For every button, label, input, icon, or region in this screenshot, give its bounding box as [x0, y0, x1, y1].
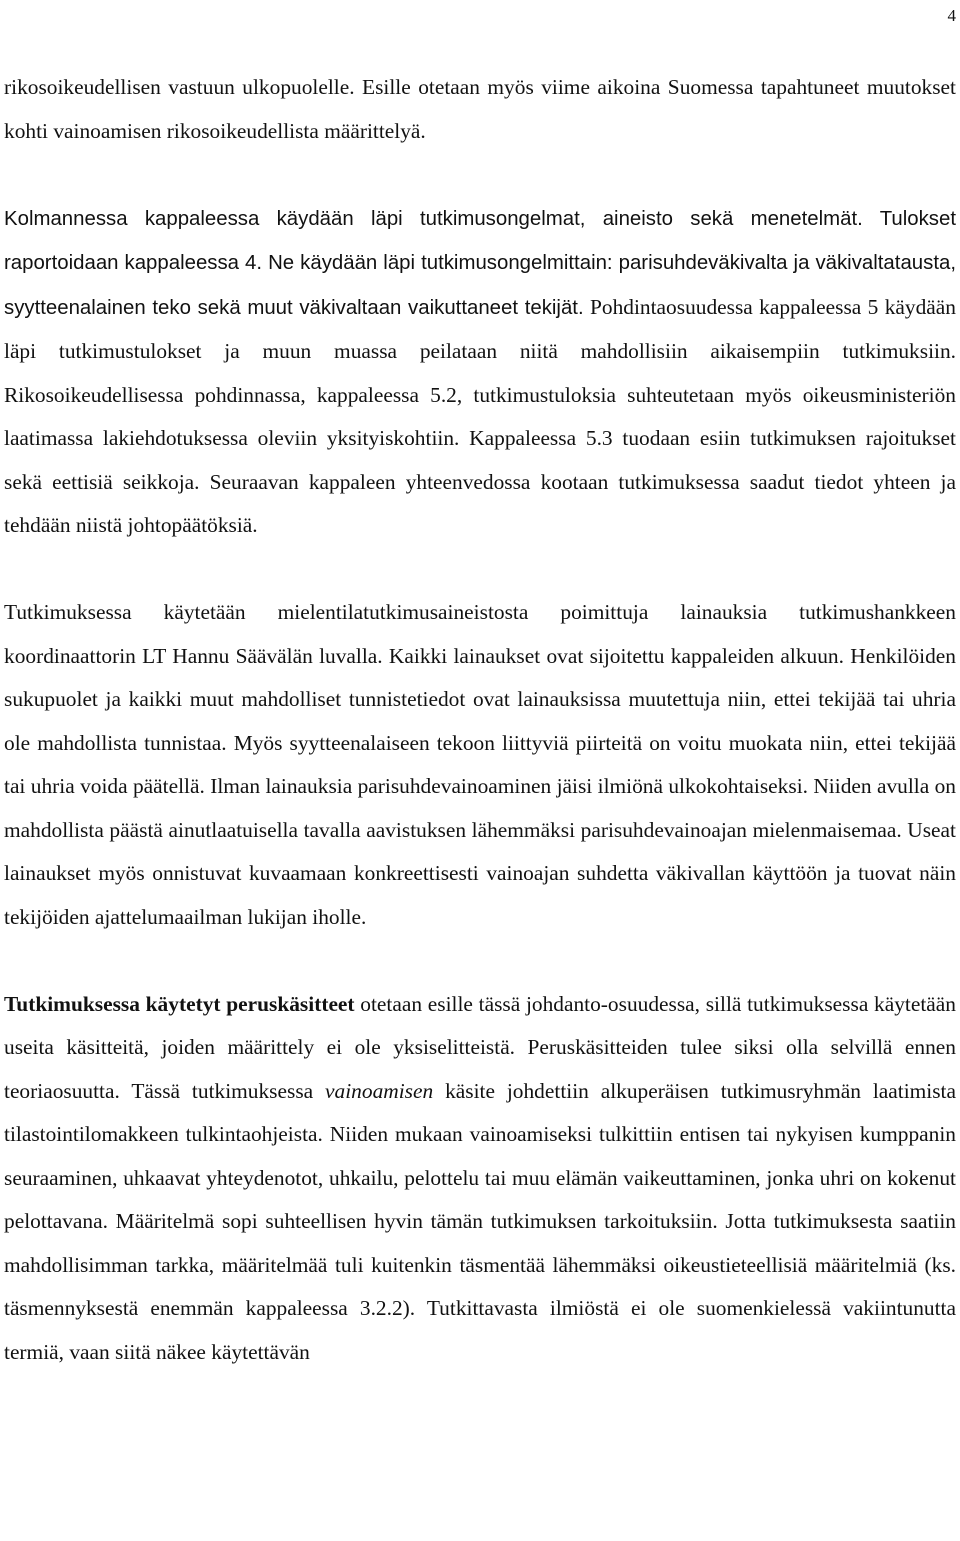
paragraph-text: Tutkimuksessa käytetään mielentilatutkimusaineistosta poimittuja lainauksia tutkimushankkeen koordinaattorin LT Hannu Säävälän luvalla. Kaikki lainaukset ovat sijoitettu kappaleiden alkuun. Henkilöiden sukupuolet ja kaikki muut mahdolliset tunnistetiedot ovat lainauksissa muutettuja niin, ettei tekijää tai uhria ole mahdollista tunnistaa. Myös syytteenalaiseen tekoon liittyviä piirteitä on voitu muokata niin, ettei tekijää tai uhria voida päätellä. Ilman lainauksia parisuhdevainoaminen jäisi ilmiönä ulkokohtaiseksi. Niiden avulla on mahdollista päästä ainutlaatuisella tavalla aavistuksen lähemmäksi parisuhdevainoajan mielenmaisemaa. Useat lainaukset myös onnistuvat kuvaamaan konkreettisesti vainoajan suhdetta väkivallan käyttöön ja tuovat näin tekijöiden ajattelumaailman lukijan iholle.: [4, 600, 956, 929]
paragraph-text-sans: Kolmannessa kappaleessa käydään läpi tutkimusongelmat, aineisto sekä menetelmät. Tulokset raportoidaan kappaleessa 4. Ne käydään läpi tutkimusongelmittain: parisuhdeväkivalta ja väkivaltatausta, syytteenalainen teko sekä muut väkivaltaan vaikuttaneet tekijät.: [4, 207, 956, 319]
paragraph-quotations: [4, 591, 956, 939]
page-body: [4, 66, 956, 1374]
paragraph-text: rikosoikeudellisen vastuun ulkopuolelle. Esille otetaan myös viime aikoina Suomessa tapahtuneet muutokset kohti vainoamisen rikosoikeudellista määrittelyä.: [4, 75, 956, 143]
italic-term: vainoamisen: [325, 1078, 434, 1103]
bold-lead-term: Tutkimuksessa käytetyt peruskäsitteet: [4, 991, 355, 1016]
page-number: 4: [947, 6, 956, 25]
paragraph-structure-overview: [4, 197, 956, 548]
paragraph-text: Pohdintaosuudessa kappaleessa 5 käydään läpi tutkimustulokset ja muun muassa peilataan niitä mahdollisiin aikaisempiin tutkimuksiin. Rikosoikeudellisessa pohdinnassa, kappaleessa 5.2, tutkimustuloksia suhteutetaan myös oikeusministeriön laatimassa lakiehdotuksessa oleviin yksityiskohtiin. Kappaleessa 5.3 tuodaan esiin tutkimuksen rajoitukset sekä eettisiä seikkoja. Seuraavan kappaleen yhteenvedossa kootaan tutkimuksessa saadut tiedot yhteen ja tehdään niistä johtopäätöksiä.: [4, 294, 956, 537]
paragraph-chapter-scope: [4, 66, 956, 153]
paragraph-text: otetaan esille tässä johdanto-osuudessa, sillä tutkimuksessa käytetään useita käsitteitä, joiden määrittely ei ole yksiselitteistä. Peruskäsitteiden tulee siksi olla selvillä ennen teoriaosuutta. Tässä tutkimuksessa: [4, 991, 956, 1103]
paragraph-text: käsite johdettiin alkuperäisen tutkimusryhmän laatimista tilastointilomakkeen tulkintaohjeista. Niiden mukaan vainoamiseksi tulkittiin entisen tai nykyisen kumppanin seuraaminen, uhkaavat yhteydenotot, uhkailu, pelottelu tai muu elämän vaikeuttaminen, jonka uhri on kokenut pelottavana. Määritelmä sopi suhteellisen hyvin tämän tutkimuksen tarkoituksiin. Jotta tutkimuksesta saatiin mahdollisimman tarkka, määritelmää tuli kuitenkin täsmentää lähemmäksi oikeustieteellisiä määritelmiä (ks. täsmennyksestä enemmän kappaleessa 3.2.2). Tutkittavasta ilmiöstä ei ole suomenkielessä vakiintunutta termiä, vaan siitä näkee käytettävän: [4, 1078, 956, 1364]
paragraph-basic-concepts: [4, 983, 956, 1375]
